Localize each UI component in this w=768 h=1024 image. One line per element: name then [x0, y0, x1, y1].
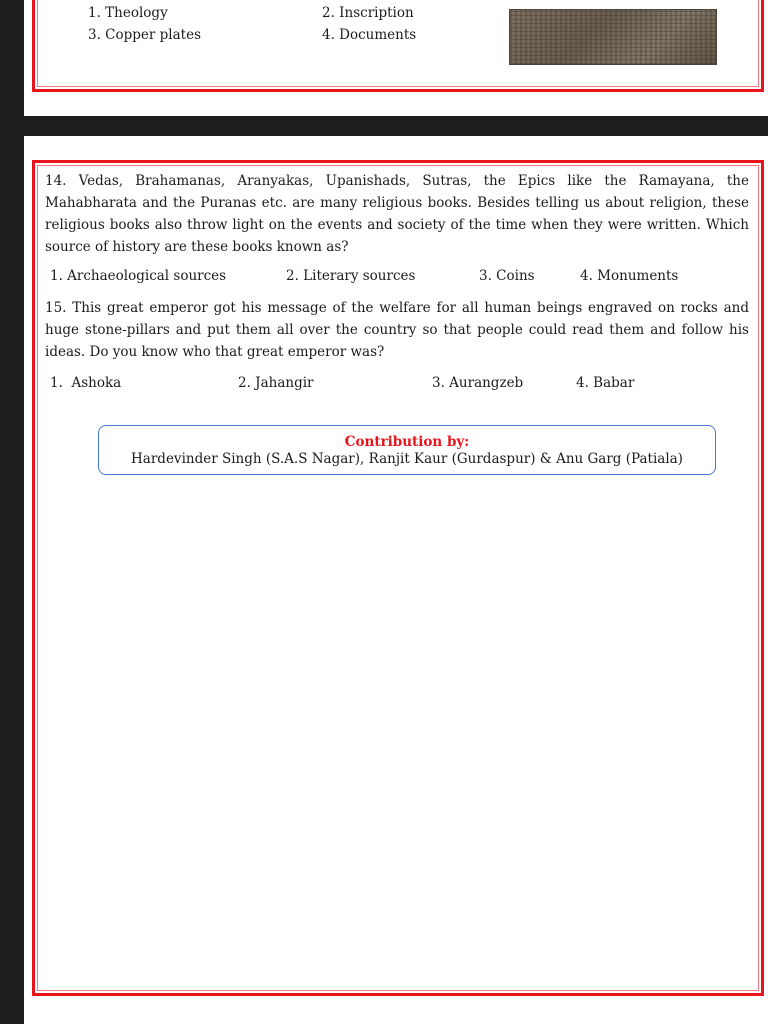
contribution-title: Contribution by:: [344, 434, 470, 450]
contribution-names: Hardevinder Singh (S.A.S Nagar), Ranjit Kaur (Gurdaspur) & Anu Garg (Patiala): [131, 451, 683, 467]
q15-option-2: 2. Jahangir: [238, 375, 314, 391]
inscription-image: [509, 9, 717, 65]
contribution-box: [98, 425, 716, 475]
q14-option-3: 3. Coins: [479, 268, 535, 284]
q14-option-1: 1. Archaeological sources: [50, 268, 227, 284]
q15-option-3: 3. Aurangzeb: [432, 375, 524, 391]
question-14-text: 14. Vedas, Brahamanas, Aranyakas, Upanishads, Sutras, the Epics like the Ramayana, the Mahabharata and the Puranas etc. are many religious books. Besides telling us about religion, these religious books also throw light on the events and society of the time when they were written. Which source of history are these books known as?: [45, 173, 749, 255]
q13-option-4: 4. Documents: [322, 27, 417, 43]
q13-option-1: 1. Theology: [88, 5, 168, 21]
q14-option-2: 2. Literary sources: [286, 268, 416, 284]
q13-option-2: 2. Inscription: [322, 5, 414, 21]
q14-option-4: 4. Monuments: [580, 268, 679, 284]
page-top-section: [24, 0, 768, 116]
q15-option-1: 1. Ashoka: [50, 375, 122, 391]
question-15-text: 15. This great emperor got his message of the welfare for all human beings engraved on rocks and huge stone-pillars and put them all over the country so that people could read them and follow his ideas. Do you know who that great emperor was?: [45, 300, 749, 360]
page-main-section: [24, 136, 768, 1024]
q13-option-3: 3. Copper plates: [88, 27, 201, 43]
red-frame-main: [32, 160, 764, 996]
q15-option-4: 4. Babar: [576, 375, 635, 391]
